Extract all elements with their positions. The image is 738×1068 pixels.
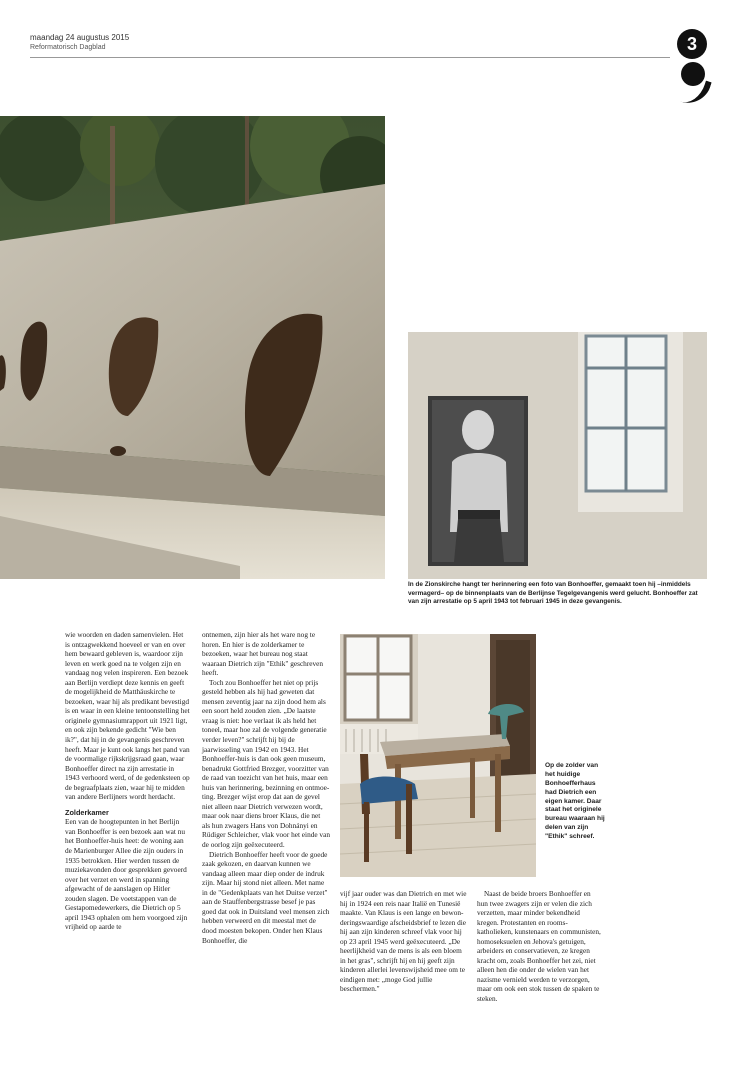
article-paragraph: wie woorden en daden samenvielen. Het is ontzagwekkend hoeveel er van en over hem bewaard gebleven is, waardoor zijn leven en werk goed na te volgen zijn en vandaag nog velen inspireren. Een bezoek aan Berlijn verdiept deze kennis en geeft de mogelijkheid de Matthäuskirche te bezoeken, waar hij als predikant bevestigd is en waar in een kleine tentoonstelling het originele gymnasiumrapport uit 1921 ligt, en ook zijn bekende gedicht "Wie ben ik?", dat hij in de gevangenis geschreven heeft. Maar je kunt ook langs het pand van de voormalige rijkskrijgsraad gaan, waar Bonhoeffer direct na zijn arrestatie in 1943 verhoord werd, of de gedenksteen op de begraafplaats zien, waar hij te midden van andere Berlijners wordt herdacht. [65,630,190,802]
article-column-2 [202,630,330,945]
page-number-badge: 3 [677,29,707,59]
memorial-wall-photo [0,116,385,579]
attic-desk-photo [340,634,536,877]
article-column-4 [477,889,602,1004]
article-paragraph: Dietrich Bonhoeffer heeft voor de goede zaak gekozen, en daarvan kunnen we vandaag alleen maar diep onder de indruk zijn. Maar hij stond niet alleen. Met name in de "Gedenkplaats van het Duitse verzet" aan de Stauffenbergstrasse besef je pas goed dat ook in Duitsland veel mensen zich hebben verweerd en dit meestal met de dood moesten bekopen. Onder hen Klaus Bonhoeffer, die [202,849,330,945]
subheading-zolderkamer: Zolderkamer [65,807,109,817]
article-column-1 [65,630,190,932]
zionskirche-photo-caption: In de Zionskirche hangt ter herinnering een foto van Bonhoeffer, gemaakt toen hij –inmiddels vermagerd– op de binnenplaats van de Berlijnse Tegelgevangenis werd gelucht. Bonhoeffer zat van zijn arrestatie op 5 april 1943 tot februari 1945 in deze gevangenis. [408,581,698,606]
article-paragraph: Toch zou Bonhoeffer het niet op prijs gesteld hebben als hij had geweten dat mensen zeventig jaar na zijn dood hem als een soort held zouden zien. „De laatste vraag is niet: hoe verlaat ik als held het toneel, maar hoe zal de volgende generatie verder leven?" schrijft hij bij de jaarwisseling van 1942 en 1943. Het Bonhoeffer-huis is dan ook geen museum, benadrukt Gottfried Brezger, voorzitter van de raad van toezicht van het huis, maar een huis van herinnering, bezinning en ontmoeting. Brezger wijst erop dat aan de gevel niet alleen naar Dietrich verwezen wordt, maar ook naar diens broer Klaus, die net als hun zwagers Hans von Dohnányi en Rüdiger Schleicher, vlak voor het einde van de oorlog zijn geëxecuteerd. [202,677,330,850]
attic-photo-caption: Op de zolder van het huidige Bonhoefferhaus had Dietrich een eigen kamer. Daar staat het originele bureau waaraan hij delen van zijn "Ethik" schreef. [545,762,605,841]
article-paragraph: Een van de hoogtepunten in het Berlijn van Bonhoeffer is een bezoek aan wat nu het Bonhoeffer-huis heet: de woning aan de Marienburger Allee die zijn ouders in 1935 betrokken. Hier werden tussen de muziekavonden door gesprekken gevoerd over het verzet en werd in spanning afgewacht of de aanslagen op Hitler zouden slagen. De voetstappen van de Gestapomedewerkers, die Dietrich op 5 april 1943 ophalen om hem voorgoed zijn vrijheid op aarde te [65,817,188,932]
zionskirche-portrait-photo [408,332,707,579]
article-paragraph: ontnemen, zijn hier als het ware nog te horen. En hier is de zolderkamer te bezoeken, waar het bureau nog staat waaraan Dietrich zijn "Ethik" geschreven heeft. [202,630,324,678]
header-date: maandag 24 augustus 2015 [30,33,130,42]
article-paragraph: Naast de beide broers Bonhoeffer en hun twee zwagers zijn er velen die zich verzetten, maar minder bekendheid kregen. Protestanten en rooms-katholieken, kunstenaars en communisten, homoseksuelen en Jehova's getuigen, arbeiders en conservatieven, ze kregen kracht om, zoals Bonhoeffer het zei, niet alleen hen die onder de wielen van het nazisme vernield werden te verzorgen, maar om ook een stok tussen de spaken te steken. [477,889,601,1004]
article-paragraph: vijf jaar ouder was dan Dietrich en met wie hij in 1924 een reis naar Italië en Tunesië maakte. Van Klaus is een lange en bewonderingswaardige afscheidsbrief te lezen die hij aan zijn kinderen schreef vlak voor hij op 23 april 1945 werd geëxecuteerd. „De heerlijkheid van de mens is als een bloem in het gras", schrijft hij en hij geeft zijn kinderen allerlei levenswijsheid mee om te eindigen met: „moge God jullie beschermen." [340,889,467,994]
header-divider [30,57,670,58]
article-column-3 [340,889,468,994]
newspaper-name: Reformatorisch Dagblad [30,44,106,51]
